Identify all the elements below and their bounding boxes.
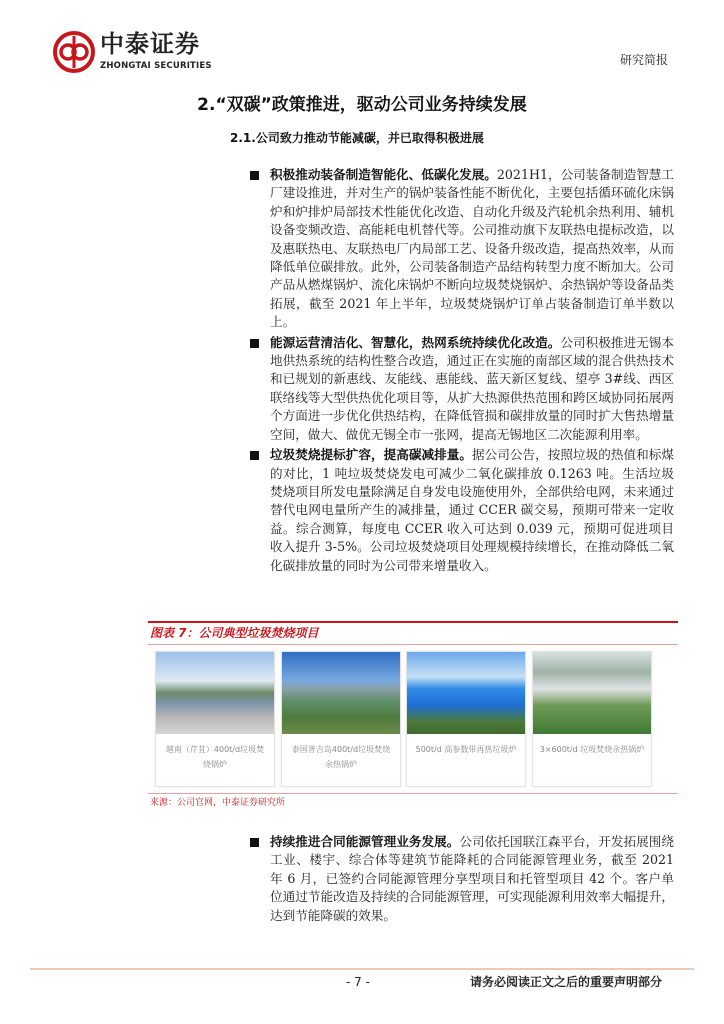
bullet-icon (250, 339, 259, 348)
section-title: 2.“双碳”政策推进，驱动公司业务持续发展 (197, 95, 527, 115)
bullet-item (270, 166, 674, 332)
paragraph-body: 2021H1，公司装备制造智慧工厂建设推进，并对生产的锅炉装备性能不断优化，主要包括循环硫化床锅炉和炉排炉局部技术性能优化改造、自动化升级及汽轮机余热利用、辅机设备变频改造、高能耗电机替代等。公司推动旗下友联热电提标改造，以及惠联热电、友联热电厂内局部工艺、设备升级改造，提高热效率，从而降低单位碳排放。此外，公司装备制造产品结构转型力度不断加大。公司产品从燃煤锅炉、流化床锅炉不断向垃圾焚烧锅炉、余热锅炉等设备品类拓展，截至 2021 年上半年，垃圾焚烧锅炉订单占装备制造订单半数以上。 (270, 167, 675, 330)
bullet-icon (250, 451, 259, 460)
company-logo (52, 30, 96, 74)
paragraph-lead: 垃圾焚烧提标扩容，提高碳减排量。 (270, 447, 473, 463)
logo-chinese-name: 中泰证券 (100, 30, 200, 58)
footer-rule (30, 968, 694, 970)
body-text-column (270, 833, 674, 927)
figure-divider (148, 644, 678, 645)
project-caption: 泰国普吉岛400t/d垃圾焚烧余热锅炉 (291, 745, 391, 769)
bullet-item (270, 334, 674, 444)
project-caption: 越南（芹苴）400t/d垃圾焚烧锅炉 (165, 745, 265, 769)
paragraph-body: 公司积极推进无锡本地供热系统的结构性整合改造，通过正在实施的南部区域的混合供热技术和已规划的新惠线、友能线、惠能线、蓝天新区复线、望亭 3#线、西区联络线等大型供热优化项目等，从扩大热源供热范围和跨区域协同拓展两个方面进一步优化供热结构，在降低管损和碳排放量的同时扩大售热增量空间，做大、做优无锡全市一张网，提高无锡地区二次能源利用率。 (270, 334, 675, 442)
project-caption: 3×600t/d 垃圾焚烧余热锅炉 (539, 745, 645, 754)
paragraph (270, 166, 674, 332)
figure-bottom-rule (148, 793, 678, 794)
project-card (406, 651, 526, 787)
paragraph-body: 公司依托国联江森平台，开发拓展围绕工业、楼宇、综合体等建筑节能降耗的合同能源管理业务，截至 2021 年 6 月，已签约合同能源管理分享型项目和托管型项目 42 个。客户单位通过节能改造及持续的合同能源管理，可实现能源利用效率大幅提升，达到节能降碳的效果。 (270, 834, 675, 923)
logo-emblem-icon (52, 30, 96, 74)
paragraph-lead: 持续推进合同能源管理业务发展。 (270, 834, 460, 849)
bullet-item (270, 446, 674, 575)
bullet-item (270, 833, 674, 925)
project-card (532, 651, 652, 787)
paragraph-lead: 积极推动装备制造智能化、低碳化发展。 (270, 167, 497, 182)
report-type: 研究简报 (620, 53, 669, 67)
bullet-icon (250, 838, 259, 847)
paragraph (270, 446, 674, 575)
project-photo (282, 652, 400, 734)
logo-english-name: ZHONGTAI SECURITIES (100, 61, 212, 71)
figure-title: 图表 7：公司典型垃圾焚烧项目 (150, 626, 319, 640)
project-photo (533, 652, 651, 734)
project-photo (156, 652, 274, 734)
figure-source: 来源：公司官网，中泰证券研究所 (150, 798, 286, 808)
project-card (281, 651, 401, 787)
page-number: - 7 - (346, 975, 370, 989)
bullet-icon (250, 171, 259, 180)
paragraph (270, 833, 674, 925)
project-card (155, 651, 275, 787)
paragraph-body: 据公司公告，按照垃圾的热值和标煤的对比，1 吨垃圾焚烧发电可减少二氧化碳排放 0.1263 吨。生活垃圾焚烧项目所发电量除满足自身发电设施使用外，全部供给电网，未来通过替代电网电量所产生的减排量，通过 CCER 碳交易，预期可带来一定收益。综合测算，每度电 CCER 收入可达到 0.039 元，预期可促进项目收入提升 3-5%。公司垃圾焚烧项目处理规模持续增长，在推动降低二氧化碳排放量的同时为公司带来增量收入。 (270, 447, 675, 573)
project-caption: 500t/d 高参数带再热垃圾炉 (415, 745, 517, 754)
subsection-title: 2.1.公司致力推动节能减碳，并已取得积极进展 (230, 131, 484, 145)
figure-top-rule (148, 621, 678, 623)
body-text-column (270, 166, 674, 577)
footer-disclaimer: 请务必阅读正文之后的重要声明部分 (470, 975, 663, 989)
paragraph (270, 334, 674, 444)
paragraph-lead: 能源运营清洁化、智慧化，热网系统持续优化改造。 (270, 334, 561, 350)
project-photo (407, 652, 525, 734)
